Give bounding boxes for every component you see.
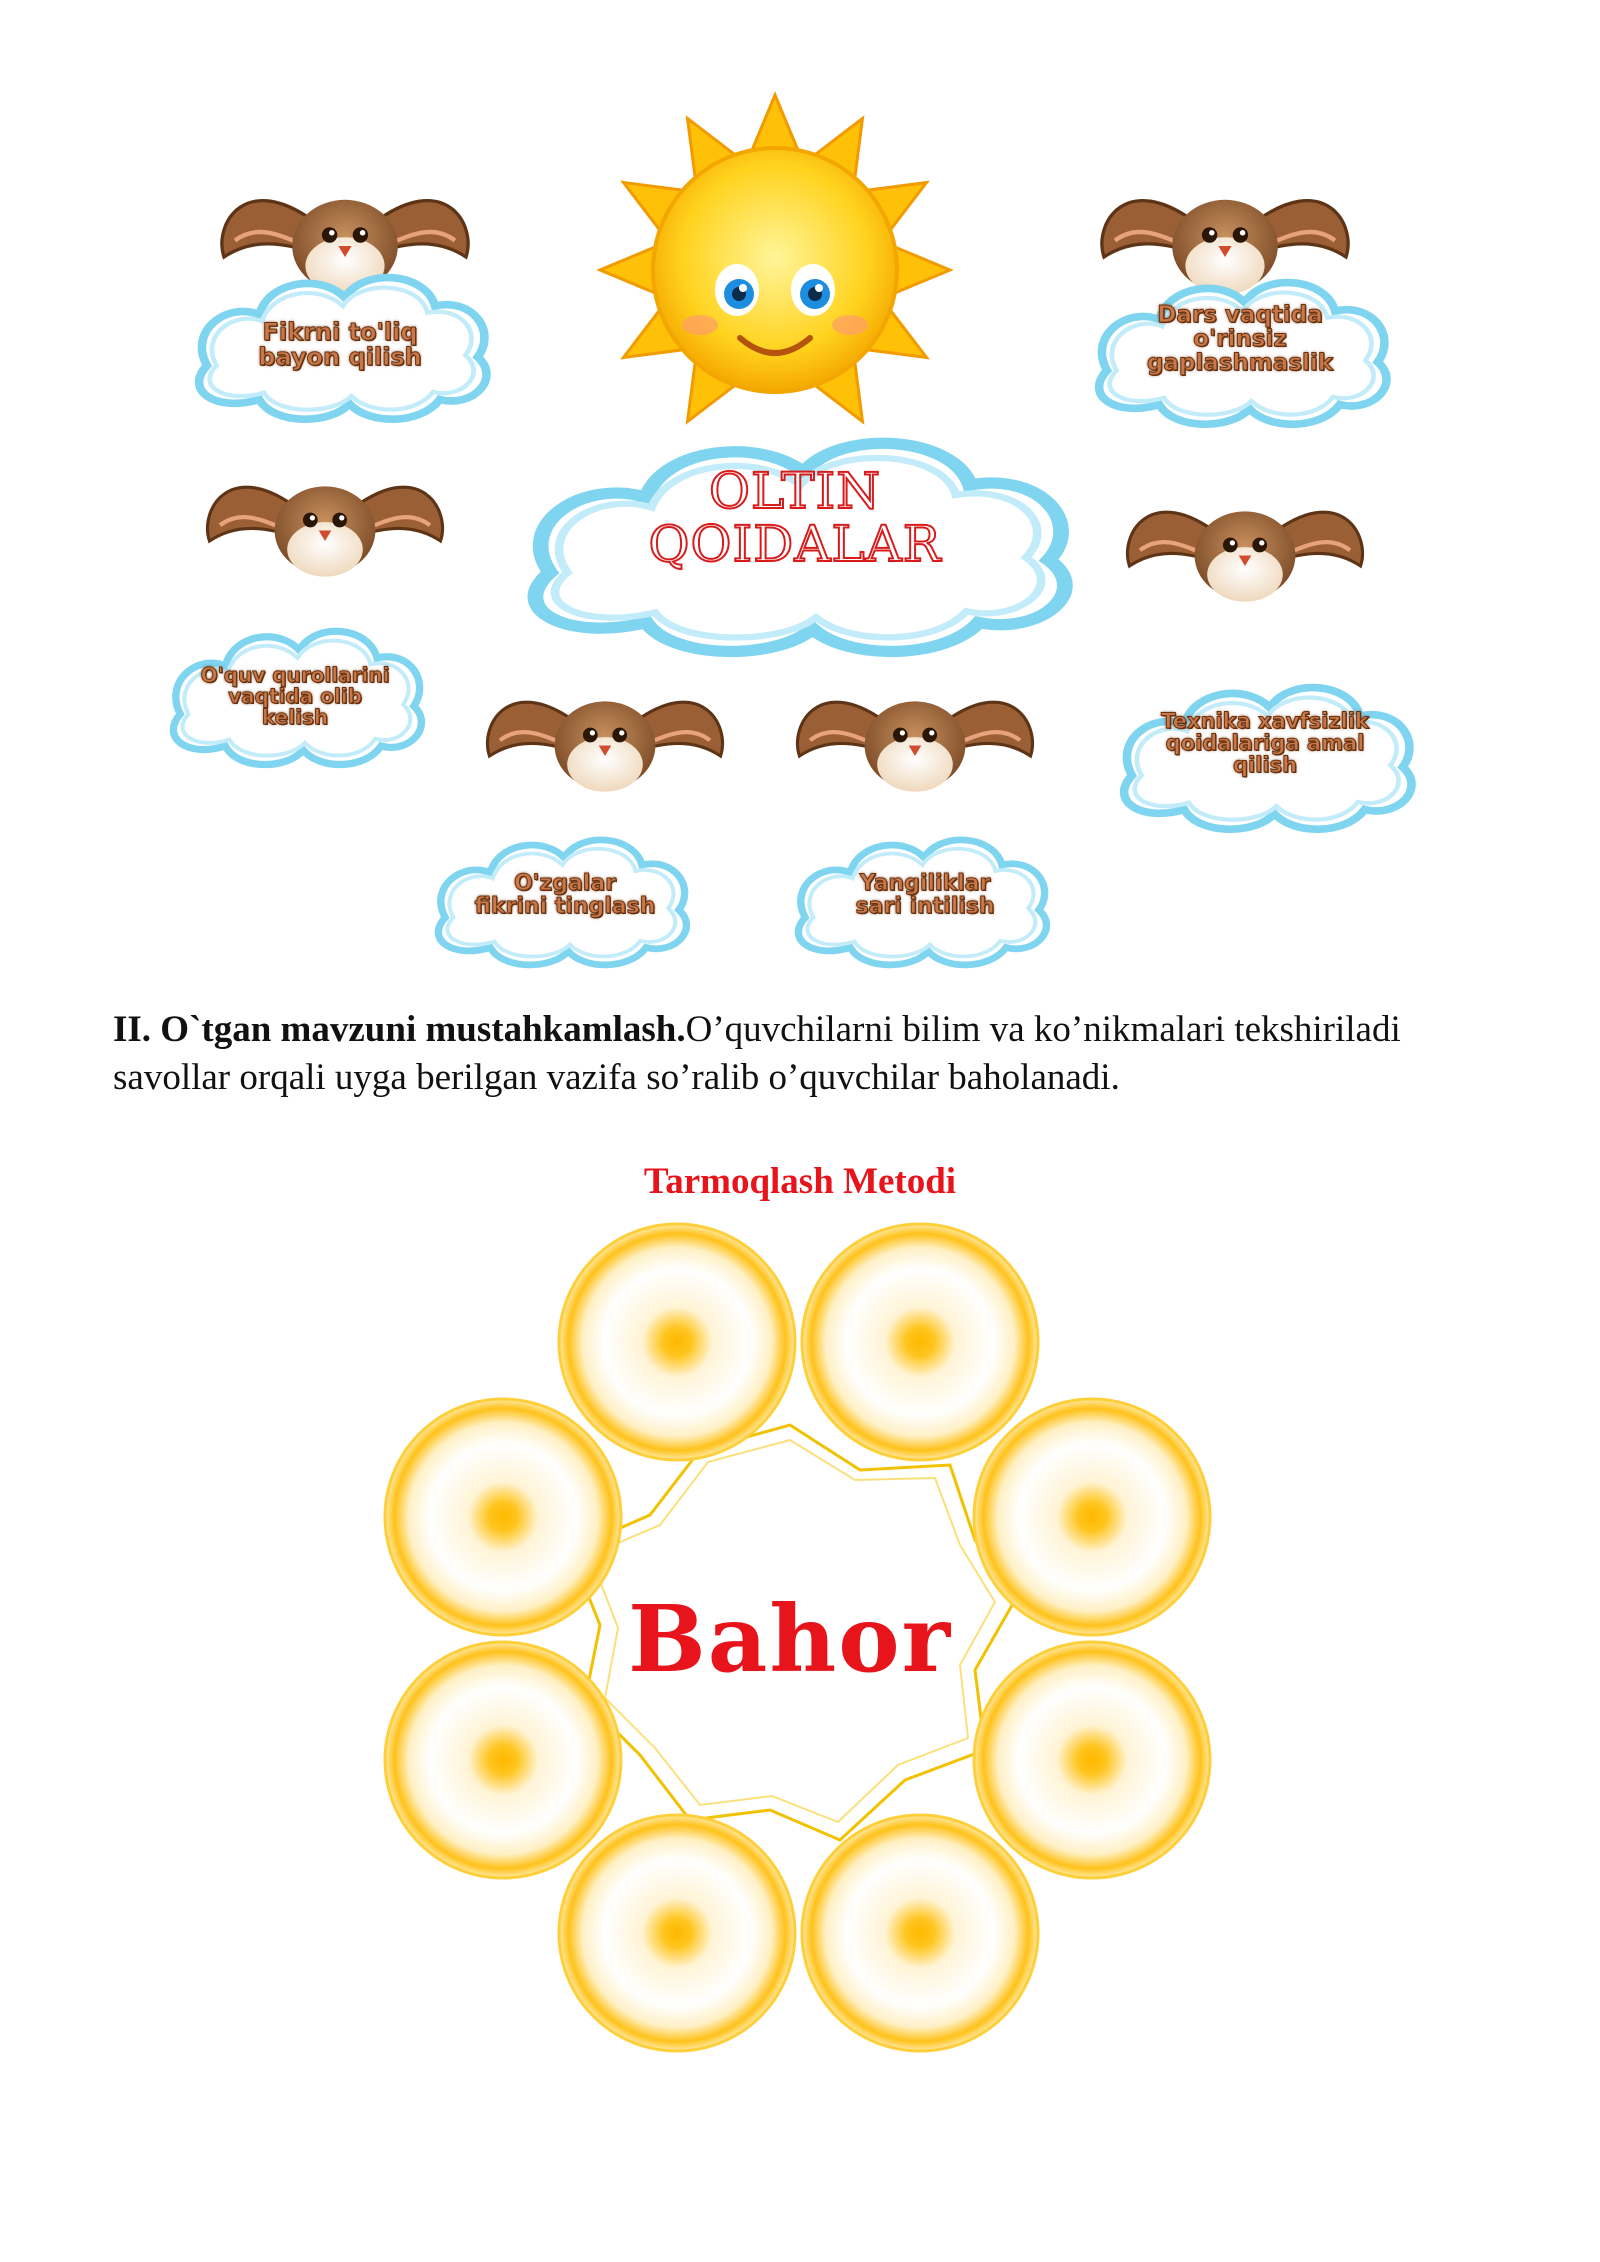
rule-1-line1: Fikrni to'liq [262,318,418,346]
rule-3-line3: kelish [261,705,329,729]
rule-2-line2: o'rinsiz [1193,326,1287,353]
rule-label-3 [185,665,405,728]
bird-bottom-left [488,701,723,791]
rule-6-line2: sari intilish [855,894,995,920]
cluster-circle [559,1224,795,1460]
cluster-diagram [0,1200,1600,2100]
rule-4-line1: Texnika xavfsizlik [1161,709,1369,733]
rule-2-line3: gaplashmaslik [1146,350,1334,377]
bird-top-left [222,200,468,295]
rule-6-line1: Yangiliklar [859,871,991,896]
section-body: O’quvchilarni bilim va ko’nikmalari tekshiriladi savollar orqali uyga berilgan vazifa so’ralib o’quvchilar baholanadi. [113,1009,1401,1098]
golden-rules-poster [0,0,1600,1000]
section-heading: II. O`tgan mavzuni mustahkamlash. [113,1009,686,1050]
bird-bottom-right [798,701,1033,791]
rule-2-line1: Dars vaqtida [1157,302,1323,328]
rule-5-line2: fikrini tinglash [474,894,656,920]
cluster-circle [802,1815,1038,2051]
cluster-center-word: Bahor [627,1585,953,1693]
rule-label-4 [1140,710,1390,776]
rule-label-1 [215,320,465,370]
rule-label-5 [450,872,680,918]
rule-4-line3: qilish [1232,753,1298,778]
poster-title [600,462,990,573]
rule-label-2 [1110,303,1370,375]
rule-5-line1: O'zgalar [513,871,617,896]
poster-title-line1: OLTIN [709,462,881,520]
rule-1-line2: bayon qilish [258,343,422,372]
bird-mid-right [1128,511,1363,601]
rule-4-line2: qoidalariga amal [1165,731,1365,756]
section-paragraph [113,1006,1493,1102]
sun-illustration [600,95,950,434]
rule-3-line1: O'quv qurollarini [200,663,390,687]
rule-3-line2: vaqtida olib [228,684,362,708]
method-title: Tarmoqlash Metodi [643,1161,957,1202]
cluster-circle [559,1815,795,2051]
bird-top-right [1102,200,1348,295]
cluster-circle [802,1224,1038,1460]
rule-label-6 [810,872,1040,918]
poster-title-line2: QOIDALAR [648,514,942,573]
bird-mid-left [208,486,443,576]
